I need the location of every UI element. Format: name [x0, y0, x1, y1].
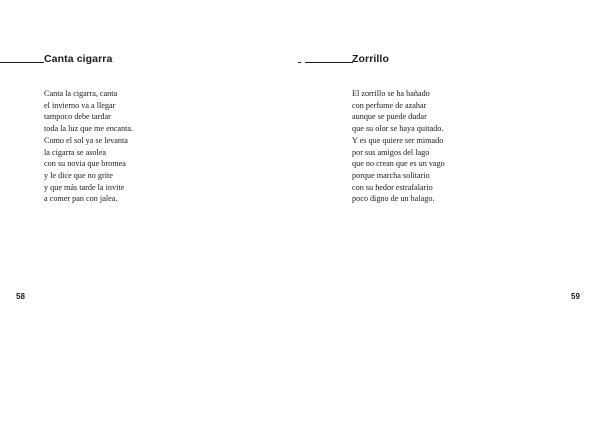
poem-line: aunque se puede dudar [352, 112, 427, 122]
poem-line: con su novia que bromea [44, 159, 126, 169]
poem-line: toda la luz que me encanta. [44, 124, 134, 134]
page-number-left: 58 [16, 292, 25, 301]
poem-line: el invierno va a llegar [44, 100, 116, 110]
poem-line: por sus amigos del lago [352, 147, 430, 157]
poem-line: y le dice que no grite [44, 170, 113, 180]
poem-line: la cigarra se asolea [44, 147, 107, 157]
poem-line: poco digno de un halago. [352, 194, 435, 204]
poem-line: porque marcha solitario [352, 170, 430, 180]
title-rule-dot-right [298, 62, 301, 63]
poem-line: a comer pan con jalea. [44, 194, 118, 204]
poem-line: con perfume de azahar [352, 100, 427, 110]
poem-line: El zorrillo se ha bañado [352, 89, 430, 98]
poem-line: Como el sol ya se levanta [44, 135, 128, 145]
poem-line: Canta la cigarra, canta [44, 89, 118, 98]
title-rule-left [0, 62, 44, 63]
title-rule-right [305, 62, 353, 63]
poem-right [352, 88, 445, 205]
poem-title-left: Canta cigarra [44, 53, 113, 65]
poem-line: Y es que quiere ser mimado [352, 135, 444, 145]
poem-line: tampoco debe tardar [44, 112, 111, 122]
page-number-right: 59 [571, 292, 580, 301]
poem-line: que su olor se haya quitado. [352, 124, 444, 134]
poem-line: que no crean que es un vago [352, 159, 445, 169]
poem-line: con su hedor estrafalario [352, 182, 433, 192]
poem-title-right: Zorrillo [352, 53, 389, 65]
right-page [300, 0, 600, 440]
poem-left [44, 88, 133, 205]
poem-line: y que más tarde la invite [44, 182, 125, 192]
